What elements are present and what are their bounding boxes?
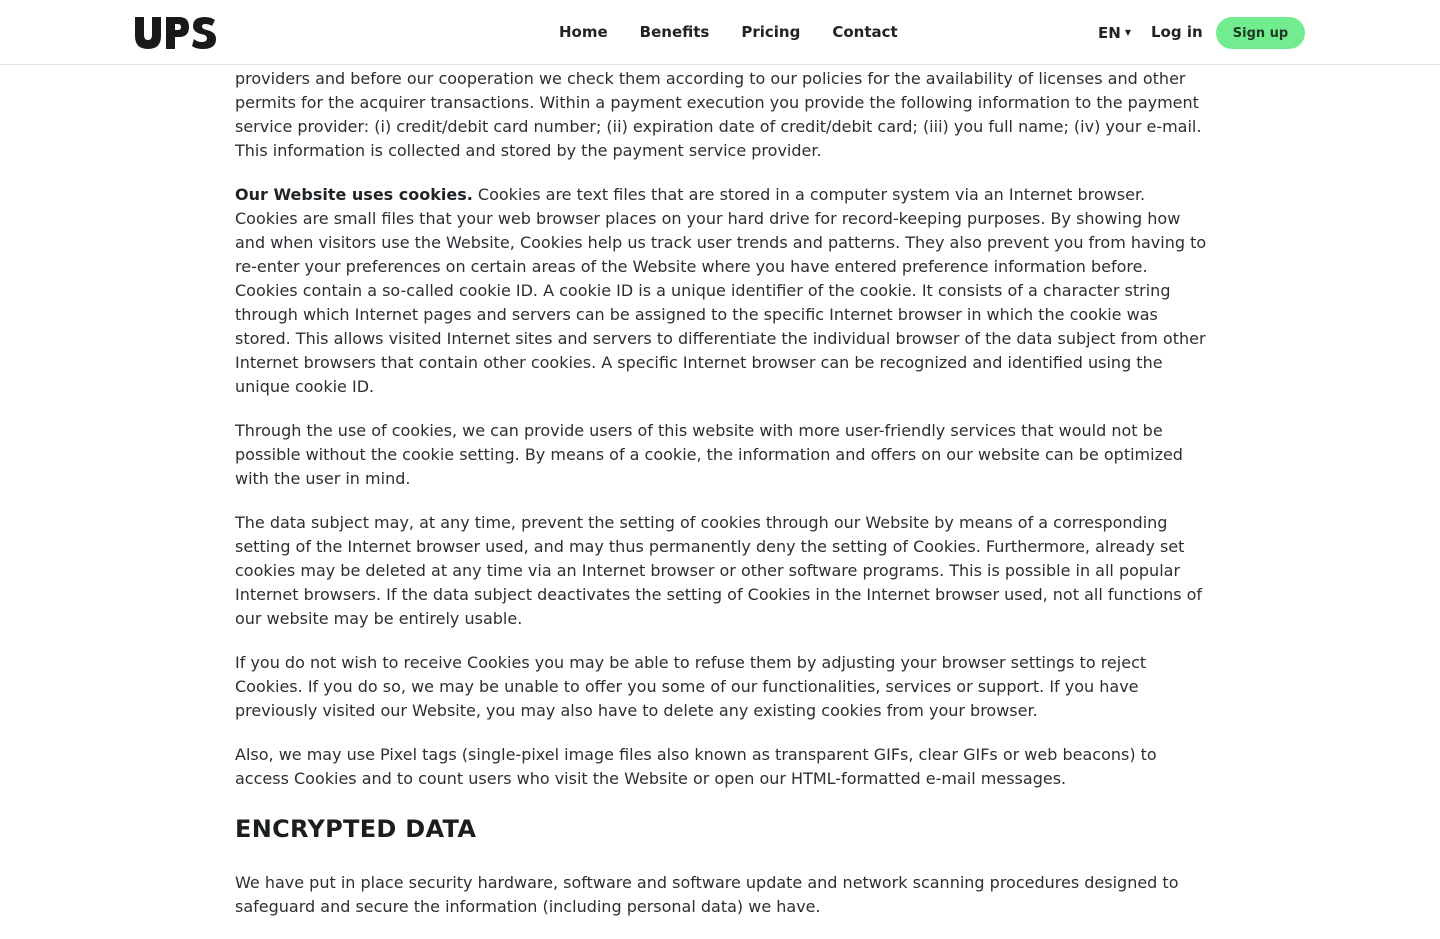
signup-button[interactable]: Sign up — [1216, 17, 1305, 49]
policy-paragraph-cookie-refuse: If you do not wish to receive Cookies you may be able to refuse them by adjusting your browser settings to reject Cookies. If you do so, we may be unable to offer you some of our functionalities, services or support. If you have previously visited our Website, you may also have to delete any existing cookies from your browser. — [235, 653, 1147, 720]
policy-paragraph-cookies — [235, 183, 1207, 399]
nav-contact-link[interactable]: Contact — [832, 23, 898, 41]
policy-paragraph-encrypted: We have put in place security hardware, software and software update and network scanning procedures designed to safeguard and secure the information (including personal data) we have. — [235, 873, 1179, 916]
site-header — [0, 0, 1440, 65]
caret-down-icon: ▼ — [1124, 28, 1131, 37]
nav-home-link[interactable]: Home — [559, 23, 608, 41]
nav-benefits-link[interactable]: Benefits — [639, 23, 710, 41]
nav-pricing-link[interactable]: Pricing — [741, 23, 801, 41]
main-nav — [559, 0, 898, 65]
section-heading-encrypted-data: ENCRYPTED DATA — [235, 815, 477, 843]
language-selector[interactable] — [1098, 0, 1131, 65]
policy-paragraph-cookie-prevent: The data subject may, at any time, prevent the setting of cookies through our Website by means of a corresponding setting of the Internet browser used, and may thus permanently deny the setting of Cookies. Furthermore, already set cookies may be deleted at any time via an Internet browser or other software programs. This is possible in all popular Internet browsers. If the data subject deactivates the setting of Cookies in the Internet browser used, not all functions of our website may be entirely usable. — [235, 513, 1203, 628]
cookies-body: Cookies are text files that are stored in a computer system via an Internet browser. Cookies are small files that your web browser places on your hard drive for record-keeping purposes. By showing how and when visitors use the Website, Cookies help us track user trends and patterns. They also prevent you from having to re-enter your preferences on certain areas of the Website where you have entered preference information before. Cookies contain a so-called cookie ID. A cookie ID is a unique identifier of the cookie. It consists of a character string through which Internet pages and servers can be assigned to the specific Internet browser in which the cookie was stored. This allows visited Internet sites and servers to differentiate the individual browser of the data subject from other Internet browsers that contain other cookies. A specific Internet browser can be recognized and identified using the unique cookie ID. — [235, 185, 1207, 396]
login-link[interactable]: Log in — [1151, 23, 1203, 41]
policy-content — [235, 67, 1207, 939]
language-label: EN — [1098, 23, 1121, 42]
policy-paragraph-pixel-tags: Also, we may use Pixel tags (single-pixel image files also known as transparent GIFs, clear GIFs or web beacons) to access Cookies and to count users who visit the Website or open our HTML-formatted e-mail messages. — [235, 745, 1157, 788]
ups-logo[interactable] — [135, 17, 217, 49]
policy-paragraph-cookie-benefits: Through the use of cookies, we can provide users of this website with more user-friendly services that would not be possible without the cookie setting. By means of a cookie, the information and offers on our website can be optimized with the user in mind. — [235, 421, 1183, 488]
cookies-lead: Our Website uses cookies. — [235, 185, 473, 204]
policy-paragraph-payment: providers and before our cooperation we check them according to our policies for the availability of licenses and other permits for the acquirer transactions. Within a payment execution you provide the following information to the payment service provider: (i) credit/debit card number; (ii) expiration date of credit/debit card; (iii) you full name; (iv) your e-mail. This information is collected and stored by the payment service provider. — [235, 69, 1202, 160]
